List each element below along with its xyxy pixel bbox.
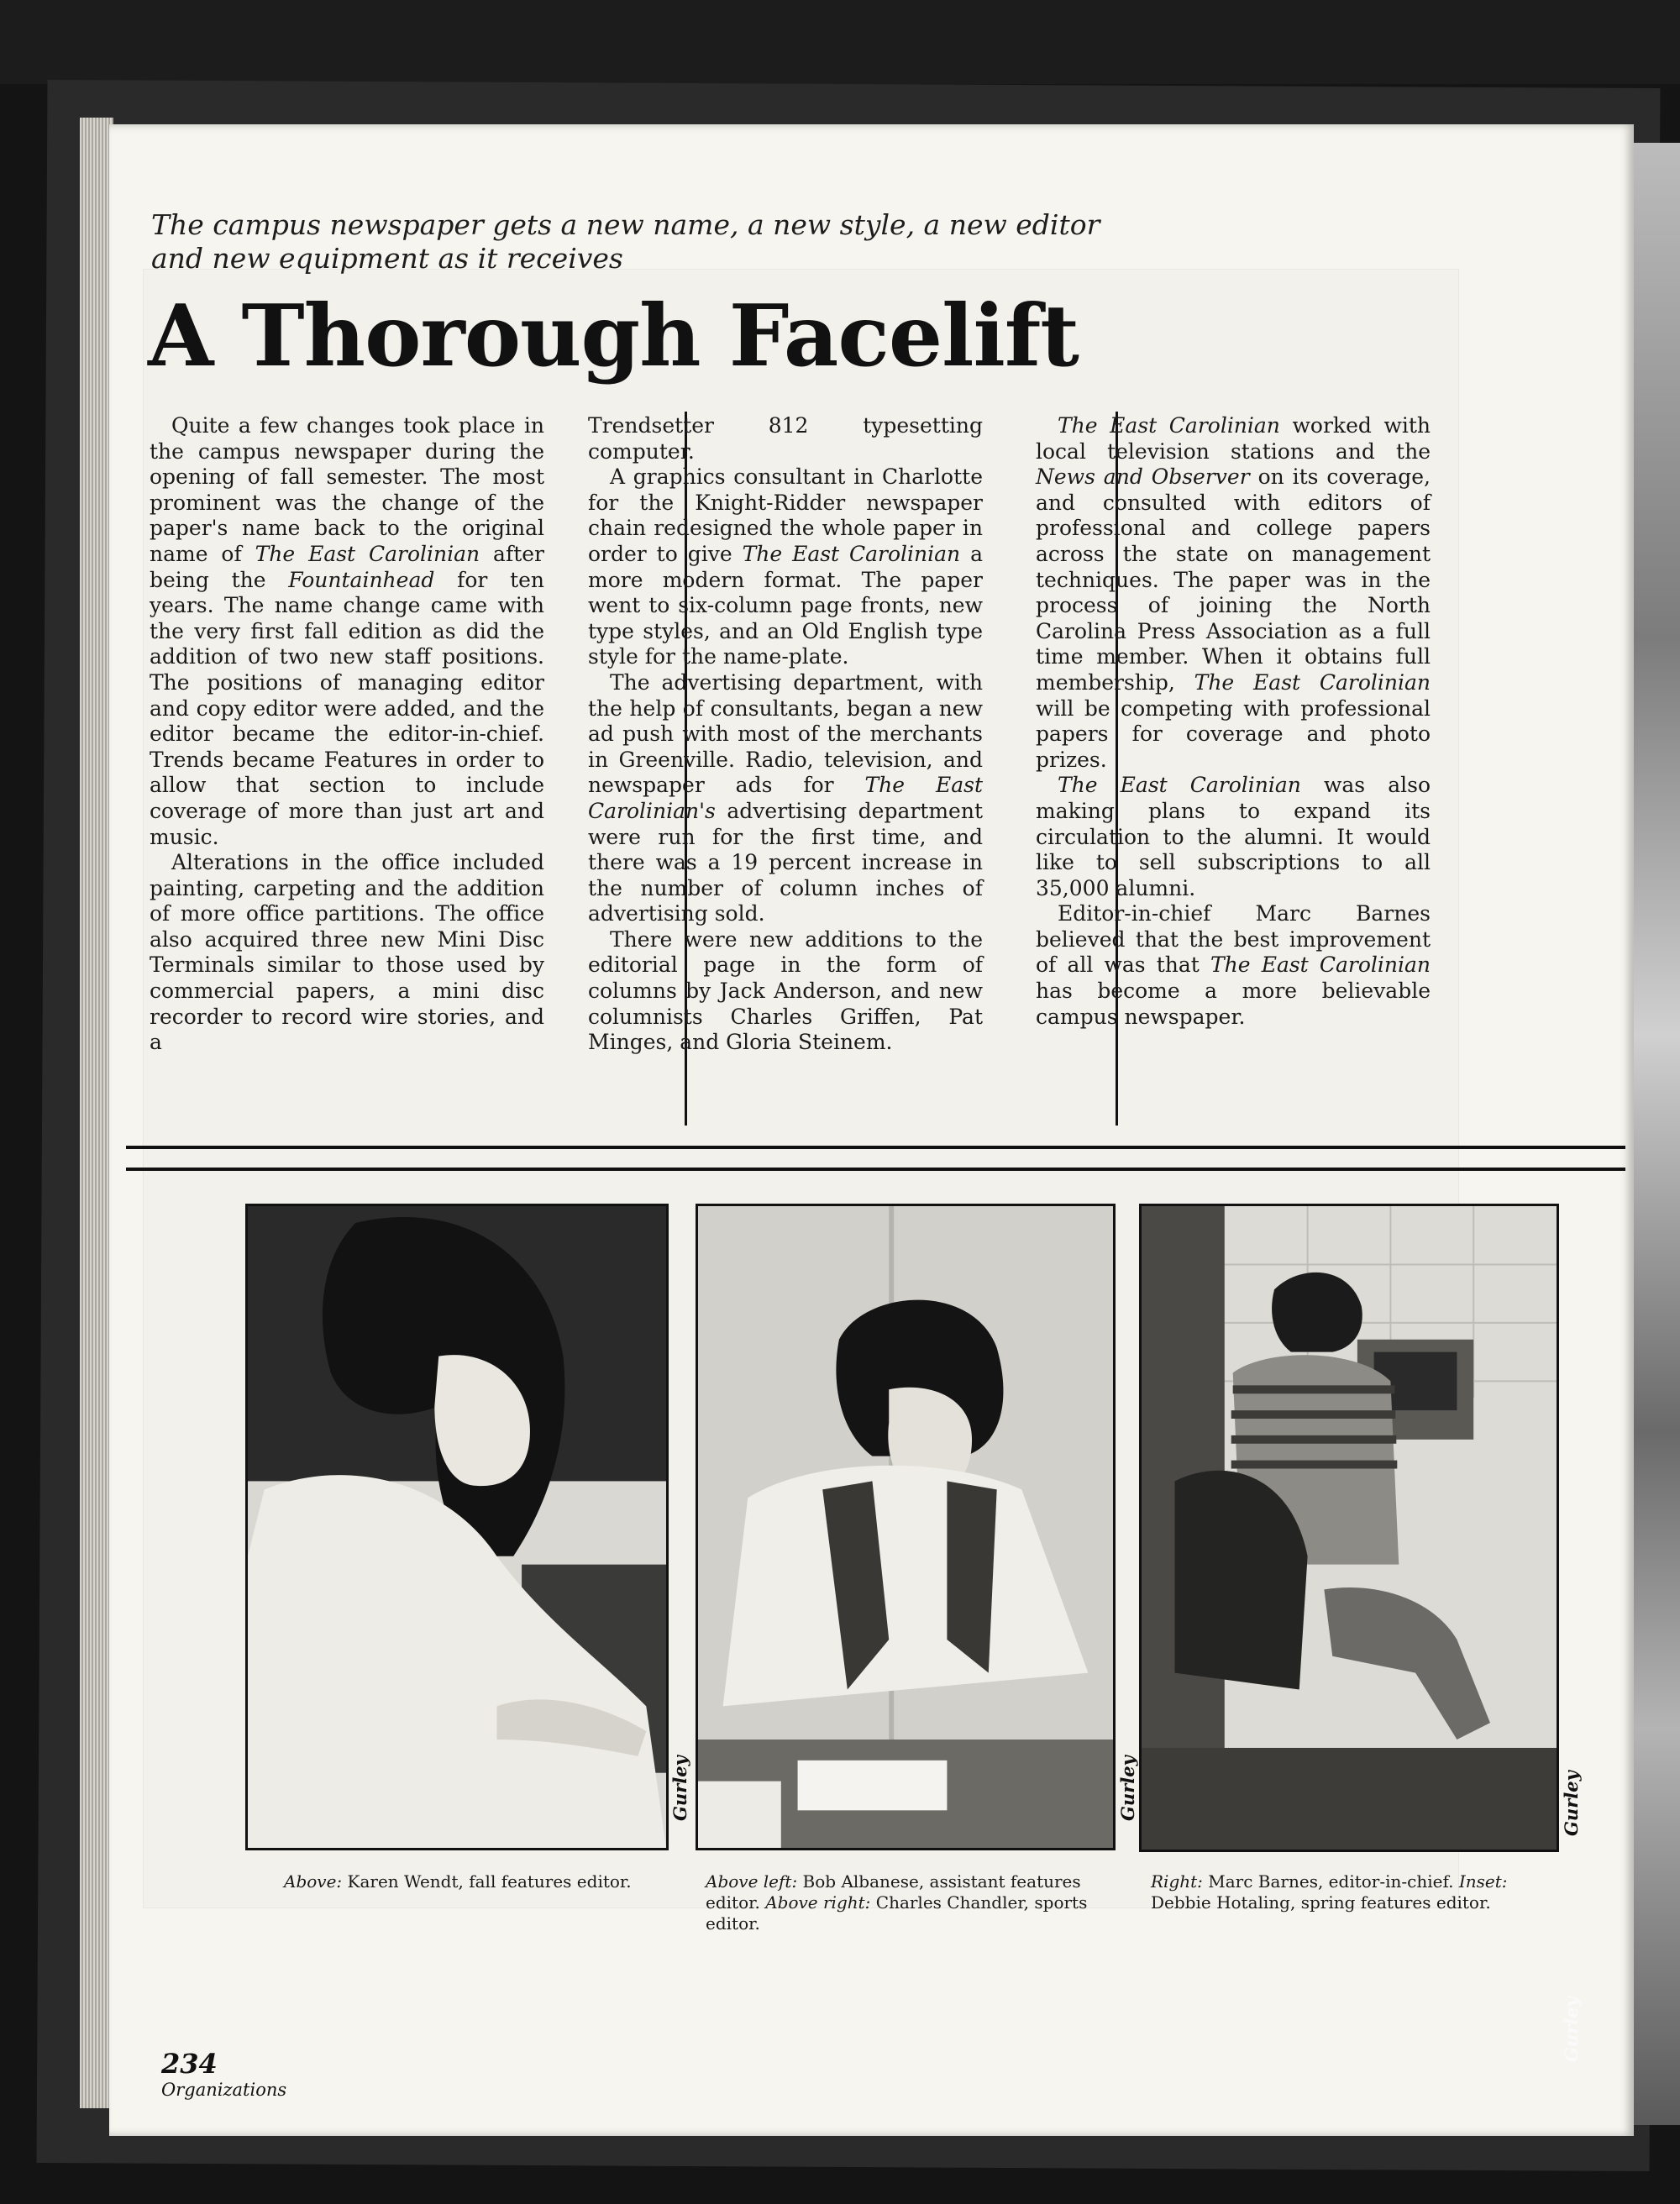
page-stack-edge [80,118,113,2108]
caption: Above left: Bob Albanese, assistant features editor. Above right: Charles Chandler, sports editor. [706,1871,1088,1934]
caption: Right: Marc Barnes, editor-in-chief. Inset: Debbie Hotaling, spring features editor. [1151,1871,1508,1913]
article-paragraph: Quite a few changes took place in the campus newspaper during the opening of fall semester. The most prominent was the change of the paper's name back to the original name of The East Carolinian after being the Fountainhead for ten years. The name change came with the very first fall edition as did the addition of two new staff positions. The positions of managing editor and copy editor were added, and the editor became the editor-in-chief. Trends became Features in order to allow that section to include coverage of more than just art and music. [150,413,545,849]
section-name: Organizations [161,2080,287,2100]
section-rule [126,1168,1625,1171]
article-paragraph: Editor-in-chief Marc Barnes believed that the best improvement of all was that The East Carolinian has become a more believable campus newspaper. [1036,901,1431,1029]
photo-credit: Gurley [669,1755,690,1821]
headline: A Thorough Facelift [148,286,1079,386]
article-paragraph: The East Carolinian worked with local television stations and the News and Observer on its coverage, and consulted with editors of professional and college papers across the state on management techniques. The paper was in the process of joining the North Carolina Press Association as a full time member. When it obtains full membership, The East Carolinian will be competing with professional papers for coverage and photo prizes. [1036,413,1431,772]
page-number: 234 [161,2048,218,2080]
italic-run: The East Carolinian [1194,669,1431,695]
article-paragraph: The advertising department, with the help of consultants, began a new ad push with most of the merchants in Greenville. Radio, television, and newspaper ads for The East Carolinian's advertising department were run for the first time, and there was a 19 percent increase in the number of column inches of advertising sold. [588,669,983,926]
photo-credit: Gurley [1561,1771,1582,1836]
kicker: The campus newspaper gets a new name, a new style, a new editor and new equipment as it receives [151,208,1100,275]
article-column-3 [1036,413,1431,1030]
italic-run: The East Carolinian [1058,413,1280,438]
italic-run: Inset: [1458,1871,1508,1892]
article-paragraph: Alterations in the office included painting, carpeting and the addition of more office partitions. The office also acquired three new Mini Disc Terminals similar to those used by commercial papers, a mini disc recorder to record wire stories, and a [150,850,544,1055]
article-paragraph: Trendsetter 812 typesetting computer. [588,413,983,464]
section-rule [126,1146,1625,1149]
article-column-2 [588,413,983,1056]
italic-run: The East Carolinian's [588,773,983,823]
italic-run: The East Carolinian [1210,952,1431,978]
italic-run: Above right: [765,1892,871,1913]
photo-credit: Gurley [1117,1755,1138,1821]
italic-run: Right: [1151,1871,1203,1892]
article-paragraph: The East Carolinian was also making plans to expand its circulation to the alumni. It would like to sell subscriptions to all 35,000 alumni. [1036,773,1431,900]
italic-run: Fountainhead [288,567,435,592]
article-paragraph: A graphics consultant in Charlotte for the Knight-Ridder newspaper chain redesigned the whole paper in order to give The East Carolinian a more modern format. The paper went to six-column page fronts, new type styles, and an Old English type style for the name-plate. [588,464,983,669]
italic-run: News and Observer [1036,464,1250,490]
margin-photo-credit: Gurley [1561,1997,1582,2062]
photo-charles-chandler [696,1204,1116,1850]
italic-run: Above: [284,1871,343,1892]
caption: Above: Karen Wendt, fall features editor. [284,1871,632,1892]
article-column-1 [150,413,544,1056]
article-paragraph: There were new additions to the editorial page in the form of columns by Jack Anderson, and new columnists Charles Griffen, Pat Minges, and Gloria Steinem. [588,926,983,1055]
italic-run: The East Carolinian [1058,773,1301,798]
backdrop [0,0,1680,84]
photo-karen-wendt [245,1204,669,1850]
photo-marc-barnes [1139,1204,1559,1852]
italic-run: The East Carolinian [255,541,480,566]
italic-run: Above left: [706,1871,798,1892]
italic-run: The East Carolinian [742,541,961,566]
